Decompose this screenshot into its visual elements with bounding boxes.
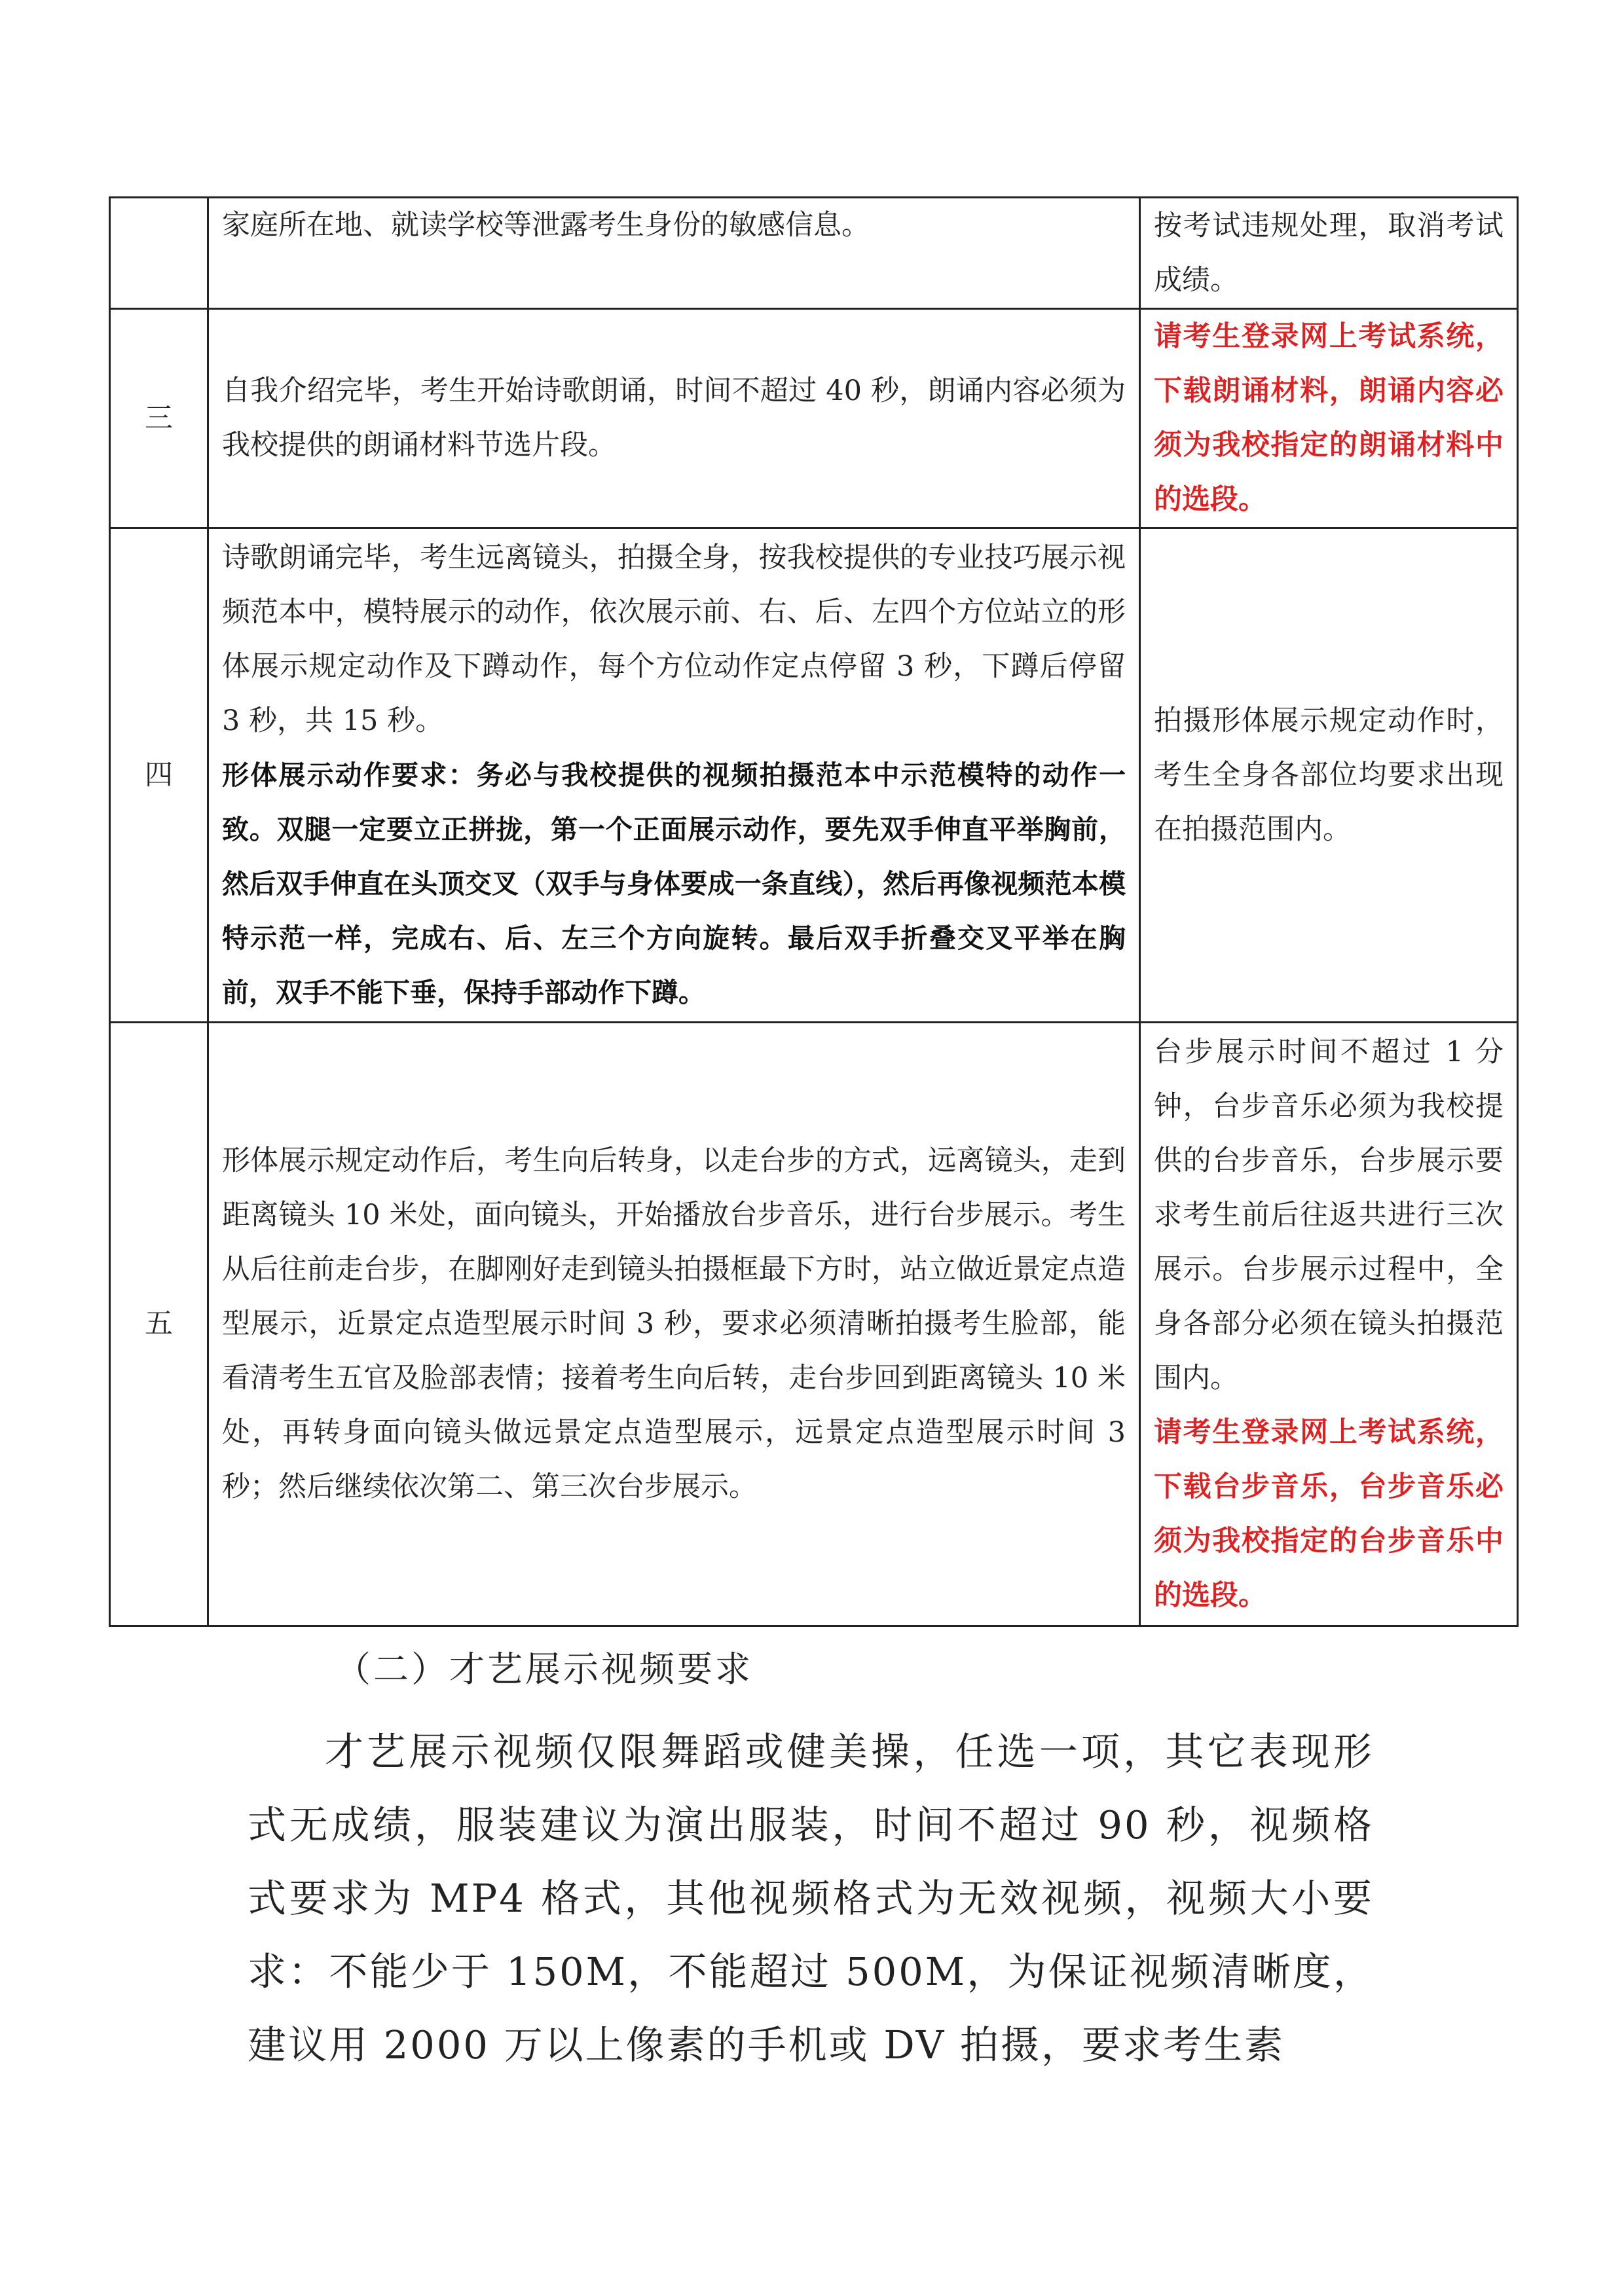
row-description-bold: 形体展示动作要求：务必与我校提供的视频拍摄范本中示范模特的动作一致。双腿一定要立正拼拢，第一个正面展示动作，要先双手伸直平举胸前，然后双手伸直在头顶交叉（双手与身体要成一条直线），然后再像视频范本模特示范一样，完成右、后、左三个方向旋转。最后双手折叠交叉平举在胸前，双手不能下垂，保持手部动作下蹲。 [222, 759, 1126, 1008]
row-number: 五 [145, 1307, 173, 1340]
row-note: 拍摄形体展示规定动作时，考生全身各部位均要求出现在拍摄范围内。 [1154, 704, 1504, 846]
row-number-cell [110, 198, 208, 309]
row-note-red: 请考生登录网上考试系统，下载台步音乐，台步音乐必须为我校指定的台步音乐中的选段。 [1154, 1416, 1504, 1612]
row-description-cell [208, 198, 1140, 309]
row-number: 三 [145, 401, 173, 435]
table-row [110, 1023, 1518, 1626]
row-number-cell [110, 528, 208, 1023]
row-description: 形体展示规定动作后，考生向后转身，以走台步的方式，远离镜头，走到距离镜头 10 米处，面向镜头，开始播放台步音乐，进行台步展示。考生从后往前走台步，在脚刚好走到镜头拍摄框最下方时，站立做近景定点造型展示，近景定点造型展示时间 3 秒，要求必须清晰拍摄考生脸部，能看清考生五官及脸部表情；接着考生向后转，走台步回到距离镜头 10 米处，再转身面向镜头做远景定点造型展示，远景定点造型展示时间 3 秒；然后继续依次第二、第三次台步展示。 [222, 1144, 1126, 1503]
body-paragraph: 才艺展示视频仅限舞蹈或健美操，任选一项，其它表现形式无成绩，服装建议为演出服装，时间不超过 90 秒，视频格式要求为 MP4 格式，其他视频格式为无效视频，视频大小要求：不能少于 150M，不能超过 500M，为保证视频清晰度，建议用 2000 万以上像素的手机或 DV 拍摄，要求考生素 [248, 1729, 1374, 2068]
row-number: 四 [145, 758, 173, 792]
row-description-cell [208, 528, 1140, 1023]
row-description-cell [208, 309, 1140, 528]
requirements-table [109, 196, 1519, 1627]
row-number-cell [110, 1023, 208, 1626]
row-note-cell [1140, 198, 1518, 309]
row-note: 按考试违规处理，取消考试成绩。 [1154, 209, 1504, 297]
row-note-cell [1140, 528, 1518, 1023]
row-note-cell [1140, 309, 1518, 528]
row-description: 家庭所在地、就读学校等泄露考生身份的敏感信息。 [222, 209, 870, 242]
row-description-cell [208, 1023, 1140, 1626]
section-heading: （二）才艺展示视频要求 [335, 1649, 753, 1690]
row-number-cell [110, 309, 208, 528]
row-note-cell [1140, 1023, 1518, 1626]
table-row [110, 528, 1518, 1023]
row-description: 诗歌朗诵完毕，考生远离镜头，拍摄全身，按我校提供的专业技巧展示视频范本中，模特展示的动作，依次展示前、右、后、左四个方位站立的形体展示规定动作及下蹲动作，每个方位动作定点停留 3 秒，下蹲后停留 3 秒，共 15 秒。 [222, 541, 1126, 737]
row-note-red: 请考生登录网上考试系统，下载朗诵材料，朗诵内容必须为我校指定的朗诵材料中的选段。 [1154, 320, 1504, 516]
row-description: 自我介绍完毕，考生开始诗歌朗诵，时间不超过 40 秒，朗诵内容必须为我校提供的朗诵材料节选片段。 [222, 374, 1126, 462]
table-row [110, 309, 1518, 528]
table-row [110, 198, 1518, 309]
row-note: 台步展示时间不超过 1 分钟，台步音乐必须为我校提供的台步音乐，台步展示要求考生前后往返共进行三次展示。台步展示过程中，全身各部分必须在镜头拍摄范围内。 [1154, 1036, 1504, 1394]
